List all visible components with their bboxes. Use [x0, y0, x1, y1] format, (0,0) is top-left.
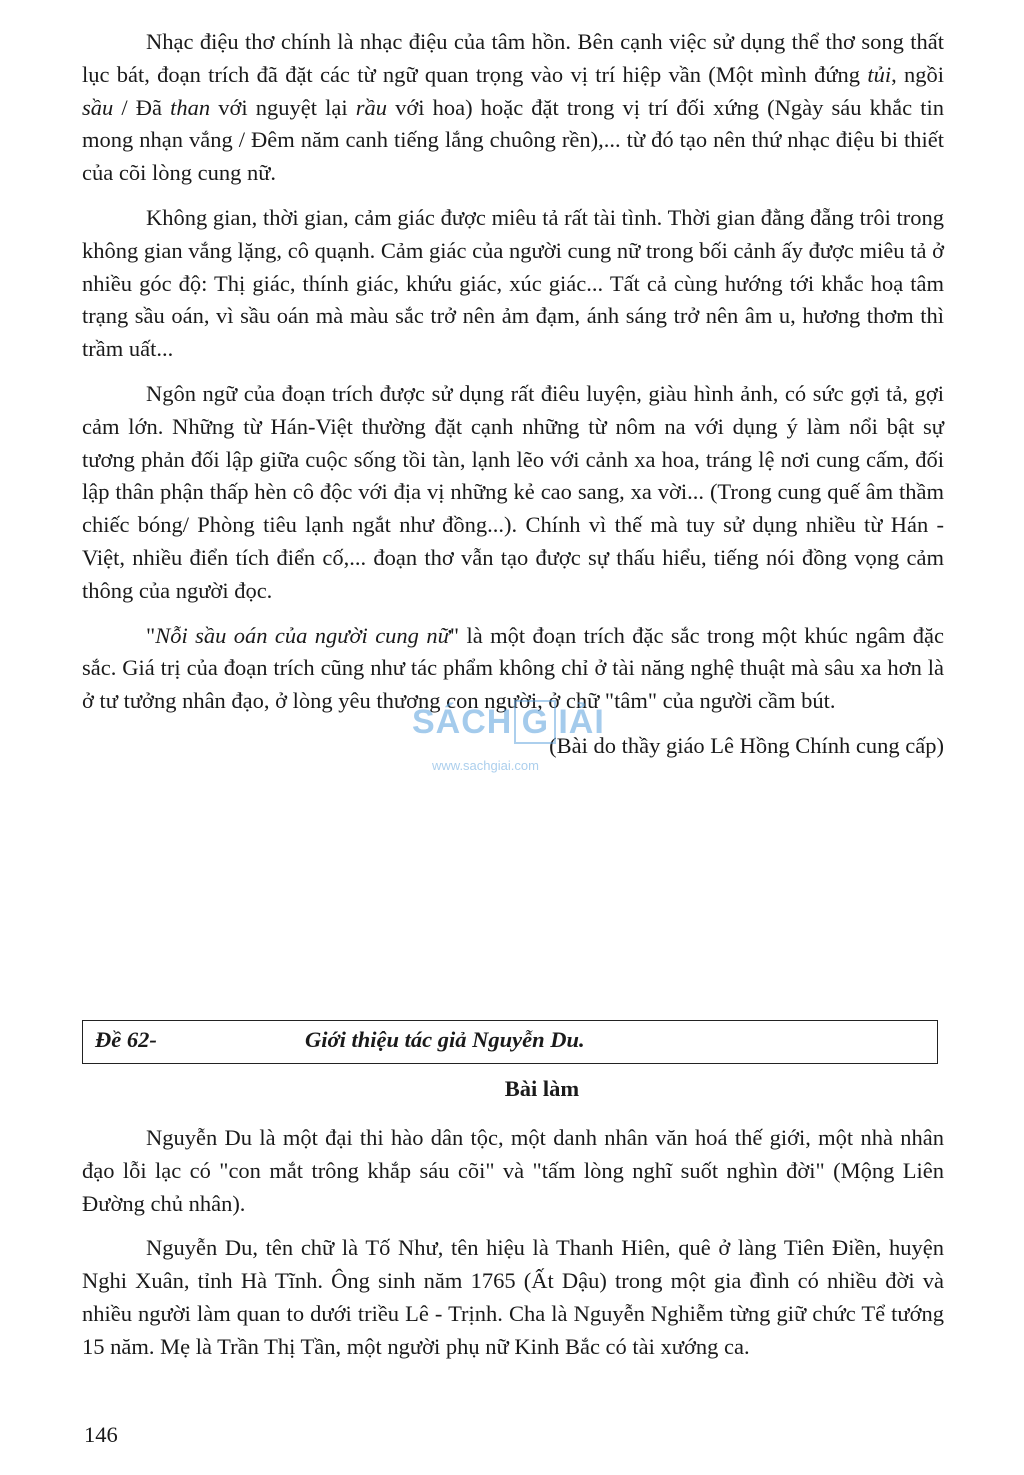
essay-paragraph: Nguyễn Du là một đại thi hào dân tộc, một danh nhân văn hoá thế giới, một nhà nhân đạo lỗi lạc có "con mắt trông khắp sáu cõi" và "tấm lòng nghĩ suốt nghìn đời" (Mộng Liên Đường chủ nhân). [82, 1125, 944, 1216]
essay-paragraphs [82, 1122, 944, 1364]
watermark-url: www.sachgiai.com [432, 758, 539, 773]
essay-paragraph: Nguyễn Du, tên chữ là Tố Như, tên hiệu là Thanh Hiên, quê ở làng Tiên Điền, huyện Nghi Xuân, tỉnh Hà Tĩnh. Ông sinh năm 1765 (Ất Dậu) trong một gia đình có nhiều đời và nhiều người làm quan to dưới triều Lê - Trịnh. Cha là Nguyễn Nghiễm từng giữ chức Tể tướng 15 năm. Mẹ là Trần Thị Tần, một người phụ nữ Kinh Bắc có tài xướng ca. [82, 1235, 944, 1359]
essay-body [82, 1122, 944, 1376]
paragraph-text: Ngôn ngữ của đoạn trích được sử dụng rất điêu luyện, giàu hình ảnh, có sức gợi tả, gợi cảm lớn. Những từ Hán-Việt thường đặt cạnh những từ nôm na với dụng ý làm nổi bật sự tương phản đối lập giữa cuộc sống tồi tàn, lạnh lẽo với cảnh xa hoa, tráng lệ nơi cung cấm, đối lập thân phận thấp hèn cô độc với địa vị những kẻ cao sang, xa vời... (Trong cung quế âm thầm chiếc bóng/ Phòng tiêu lạnh ngắt như đồng...). Chính vì thế mà tuy sử dụng nhiều từ Hán - Việt, nhiều điển tích điển cố,... đoạn thơ vẫn tạo được sự thấu hiểu, tiếng nói đồng vọng cảm thông của người đọc. [82, 380, 944, 603]
essay-heading: Bài làm [504, 1076, 580, 1101]
author-credit: (Bài do thầy giáo Lê Hồng Chính cung cấp) [549, 732, 944, 758]
paragraph [82, 202, 944, 366]
paragraph-text: , ngồi [891, 61, 944, 87]
topic-number: Đề 62- [95, 1027, 157, 1052]
paragraph-text: " là một đoạn trích đặc sắc trong một khúc ngâm đặc sắc. Giá trị của đoạn trích cũng như tác phẩm không chỉ ở tài năng nghệ thuật mà sâu xa hơn là ở tư tưởng nhân đạo, ở lòng yêu thương con người, ở chữ "tâm" của người cầm bút. [82, 622, 944, 714]
watermark-text-right: IẢI [558, 703, 605, 741]
topic-title: Giới thiệu tác giả Nguyễn Du. [305, 1027, 585, 1052]
paragraph-text: Không gian, thời gian, cảm giác được miêu tả rất tài tình. Thời gian đằng đẵng trôi trong không gian vắng lặng, cô quạnh. Cảm giác của người cung nữ trong bối cảnh ấy được miêu tả ở nhiều góc độ: Thị giác, thính giác, khứu giác, xúc giác... Tất cả cùng hướng tới khắc hoạ tâm trạng sầu oán, vì sầu oán mà màu sắc trở nên ảm đạm, ánh sáng trở nên âm u, hương thơm thì trầm uất... [82, 204, 944, 362]
previous-section [82, 26, 944, 762]
watermark-g-box: G [514, 700, 556, 744]
italic-text: Nỗi sầu oán của người cung nữ [155, 622, 450, 648]
page-number: 146 [84, 1422, 118, 1447]
paragraph-text: " [146, 622, 156, 648]
paragraph [82, 26, 944, 190]
paragraph-text: Nhạc điệu thơ chính là nhạc điệu của tâm hồn. Bên cạnh việc sử dụng thể thơ song thất lục bát, đoạn trích đã đặt các từ ngữ quan trọng vào vị trí hiệp vần (Một mình đứng [82, 29, 944, 87]
paragraph-text: / Đã [113, 94, 171, 120]
italic-text: tủi [867, 61, 892, 87]
topic-heading-box [82, 1020, 938, 1064]
italic-text: sầu [82, 94, 114, 120]
italic-text: rầu [355, 94, 387, 120]
watermark-text-left: SÁCH [412, 703, 513, 741]
paragraph-text: với nguyệt lại [210, 94, 356, 120]
paragraph [82, 378, 944, 608]
watermark-logo [412, 700, 605, 744]
paragraph-text: với hoa) hoặc đặt trong vị trí đối xứng (Ngày sáu khắc tin mong nhạn vắng / Đêm năm canh tiếng lắng chuông rền),... từ đó tạo nên thứ nhạc điệu bi thiết của cõi lòng cung nữ. [82, 94, 944, 186]
previous-section-paragraphs [82, 26, 944, 718]
italic-text: than [170, 94, 211, 120]
